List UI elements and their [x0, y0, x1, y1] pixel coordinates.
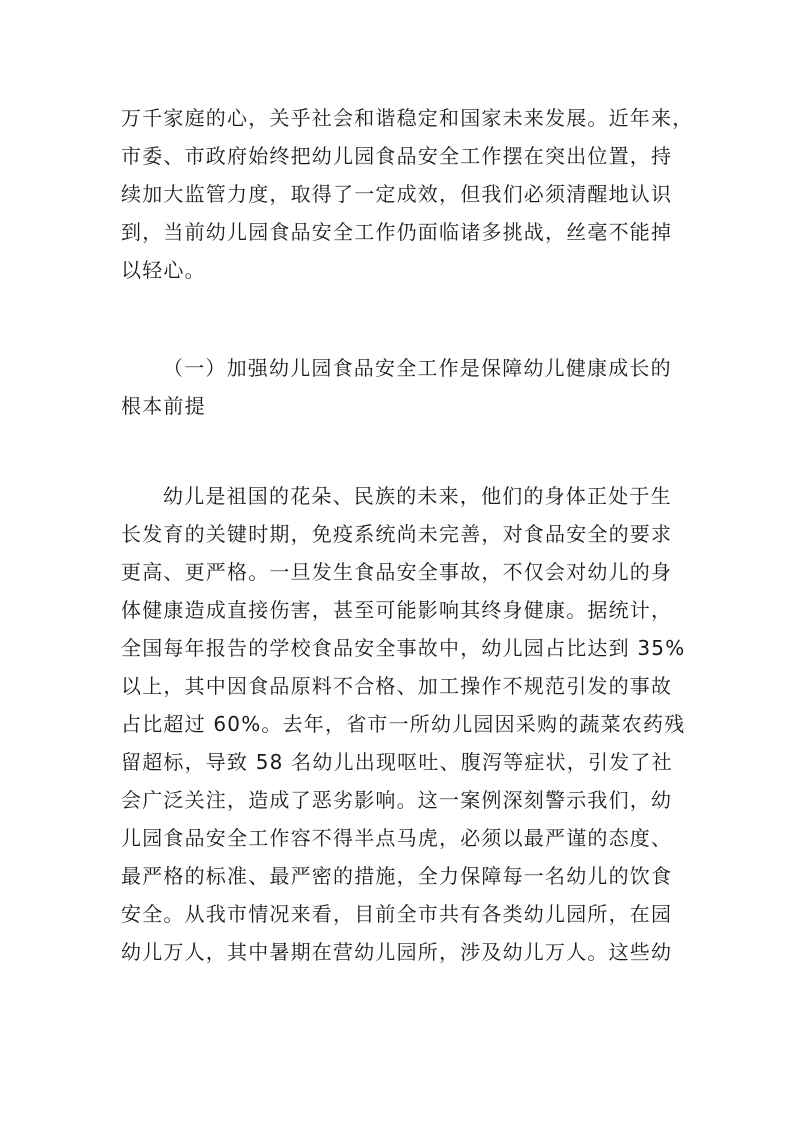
heading-line: （一）加强幼儿园食品安全工作是保障幼儿健康成长的 [163, 356, 672, 380]
paragraph-line: 以上，其中因食品原料不合格、加工操作不规范引发的事故 [121, 674, 673, 698]
paragraph-line: 安全。从我市情况来看，目前全市共有各类幼儿园所，在园 [121, 902, 673, 926]
paragraph-line: 万千家庭的心，关乎社会和谐稳定和国家未来发展。近年来， [121, 106, 694, 130]
paragraph-line: 全国每年报告的学校食品安全事故中，幼儿园占比达到 35% [121, 636, 686, 660]
paragraph-line: 以轻心。 [121, 258, 206, 282]
paragraph-line: 幼儿是祖国的花朵、民族的未来，他们的身体正处于生 [163, 484, 672, 508]
paragraph-line: 幼儿万人，其中暑期在营幼儿园所，涉及幼儿万人。这些幼 [121, 940, 673, 964]
paragraph-line: 最严格的标准、最严密的措施，全力保障每一名幼儿的饮食 [121, 864, 673, 888]
paragraph-line: 体健康造成直接伤害，甚至可能影响其终身健康。据统计， [121, 598, 673, 622]
paragraph-line: 占比超过 60%。去年，省市一所幼儿园因采购的蔬菜农药残 [121, 712, 686, 736]
section-heading [121, 349, 681, 425]
heading-line: 根本前提 [121, 394, 206, 418]
paragraph-line: 续加大监管力度，取得了一定成效，但我们必须清醒地认识 [121, 182, 673, 206]
paragraph-line: 留超标，导致 58 名幼儿出现呕吐、腹泻等症状，引发了社 [121, 750, 673, 774]
body-paragraph-1 [121, 99, 694, 289]
paragraph-line: 更高、更严格。一旦发生食品安全事故，不仅会对幼儿的身 [121, 560, 673, 584]
paragraph-line: 儿园食品安全工作容不得半点马虎，必须以最严谨的态度、 [121, 826, 673, 850]
paragraph-line: 市委、市政府始终把幼儿园食品安全工作摆在突出位置，持 [121, 144, 673, 168]
body-paragraph-2 [121, 477, 686, 971]
paragraph-line: 长发育的关键时期，免疫系统尚未完善，对食品安全的要求 [121, 522, 673, 546]
paragraph-line: 到，当前幼儿园食品安全工作仍面临诸多挑战，丝毫不能掉 [121, 220, 673, 244]
paragraph-line: 会广泛关注，造成了恶劣影响。这一案例深刻警示我们，幼 [121, 788, 673, 812]
